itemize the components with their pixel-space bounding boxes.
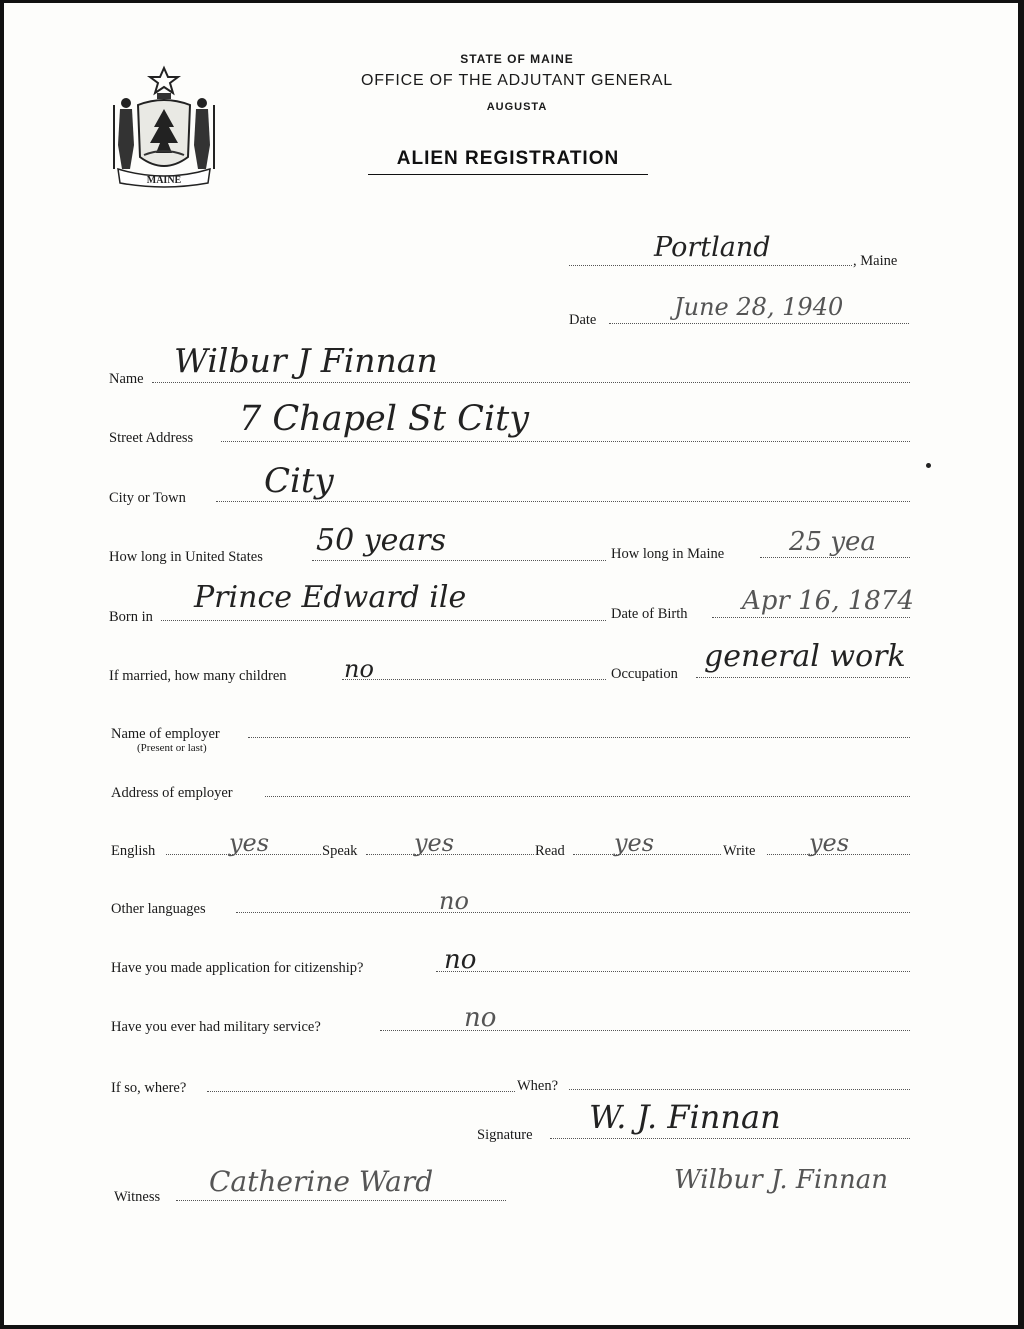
dob-line [712, 617, 910, 618]
city-town-line [216, 501, 910, 502]
other-languages-line [236, 912, 910, 913]
when-label: When? [517, 1078, 559, 1094]
employer-address-label: Address of employer [111, 785, 233, 801]
occupation-label: Occupation [611, 666, 678, 682]
how-long-maine-line [760, 557, 910, 558]
how-long-maine-value: 25 yea [789, 527, 876, 557]
written-full-name: Wilbur J. Finnan [674, 1165, 889, 1195]
how-long-us-line [312, 560, 606, 561]
speak-label: Speak [322, 843, 358, 859]
occupation-value: general work [704, 639, 906, 674]
street-line [221, 441, 910, 442]
city-town-label: City or Town [109, 490, 186, 506]
name-label: Name [109, 371, 144, 387]
born-in-value: Prince Edward ile [194, 580, 467, 615]
write-label: Write [723, 843, 756, 859]
other-languages-value: no [439, 887, 469, 915]
write-value: yes [809, 829, 850, 857]
how-long-maine-label: How long in Maine [611, 546, 725, 562]
where-line [207, 1091, 515, 1092]
signature-line [550, 1138, 910, 1139]
where-label: If so, where? [111, 1080, 187, 1096]
ink-dot [926, 463, 931, 468]
employer-address-line [265, 796, 910, 797]
office-heading: OFFICE OF THE ADJUTANT GENERAL [360, 72, 674, 89]
citizenship-line [436, 971, 910, 972]
read-value: yes [614, 829, 655, 857]
date-label: Date [569, 312, 597, 328]
state-heading: STATE OF MAINE [460, 52, 574, 66]
registration-form [4, 3, 1018, 1325]
how-long-us-label: How long in United States [109, 549, 263, 565]
military-line [380, 1030, 910, 1031]
date-value: June 28, 1940 [674, 293, 844, 321]
city-town-value: City [264, 461, 334, 501]
witness-label: Witness [114, 1189, 161, 1205]
speak-value: yes [414, 829, 455, 857]
when-line [569, 1089, 910, 1090]
english-label: English [111, 843, 156, 859]
date-line [609, 323, 909, 324]
children-label: If married, how many children [109, 668, 287, 684]
dob-value: Apr 16, 1874 [742, 586, 914, 616]
place-line [569, 265, 852, 266]
signature-value: W. J. Finnan [589, 1098, 781, 1136]
dob-label: Date of Birth [611, 606, 688, 622]
employer-sublabel: (Present or last) [137, 742, 207, 754]
children-value: no [344, 655, 374, 683]
occupation-line [696, 677, 910, 678]
children-line [342, 679, 606, 680]
city-heading: AUGUSTA [486, 101, 548, 113]
witness-line [176, 1200, 506, 1201]
other-languages-label: Other languages [111, 901, 206, 917]
employer-line [248, 737, 910, 738]
military-value: no [464, 1003, 497, 1033]
citizenship-value: no [444, 945, 477, 975]
english-value: yes [229, 829, 270, 857]
read-label: Read [535, 843, 565, 859]
street-label: Street Address [109, 430, 194, 446]
how-long-us-value: 50 years [316, 523, 447, 558]
place-value: Portland [654, 232, 771, 263]
maine-label: , Maine [853, 253, 898, 269]
born-in-line [161, 620, 606, 621]
citizenship-label: Have you made application for citizenship? [111, 960, 364, 976]
name-value: Wilbur J Finnan [174, 341, 438, 380]
military-label: Have you ever had military service? [111, 1019, 321, 1035]
form-title: ALIEN REGISTRATION [368, 148, 648, 175]
seal-banner-text: MAINE [146, 175, 182, 186]
street-value: 7 Chapel St City [239, 399, 529, 439]
employer-label: Name of employer [111, 726, 220, 742]
witness-value: Catherine Ward [209, 1165, 434, 1198]
born-in-label: Born in [109, 609, 153, 625]
signature-label: Signature [477, 1127, 533, 1143]
name-line [152, 382, 910, 383]
